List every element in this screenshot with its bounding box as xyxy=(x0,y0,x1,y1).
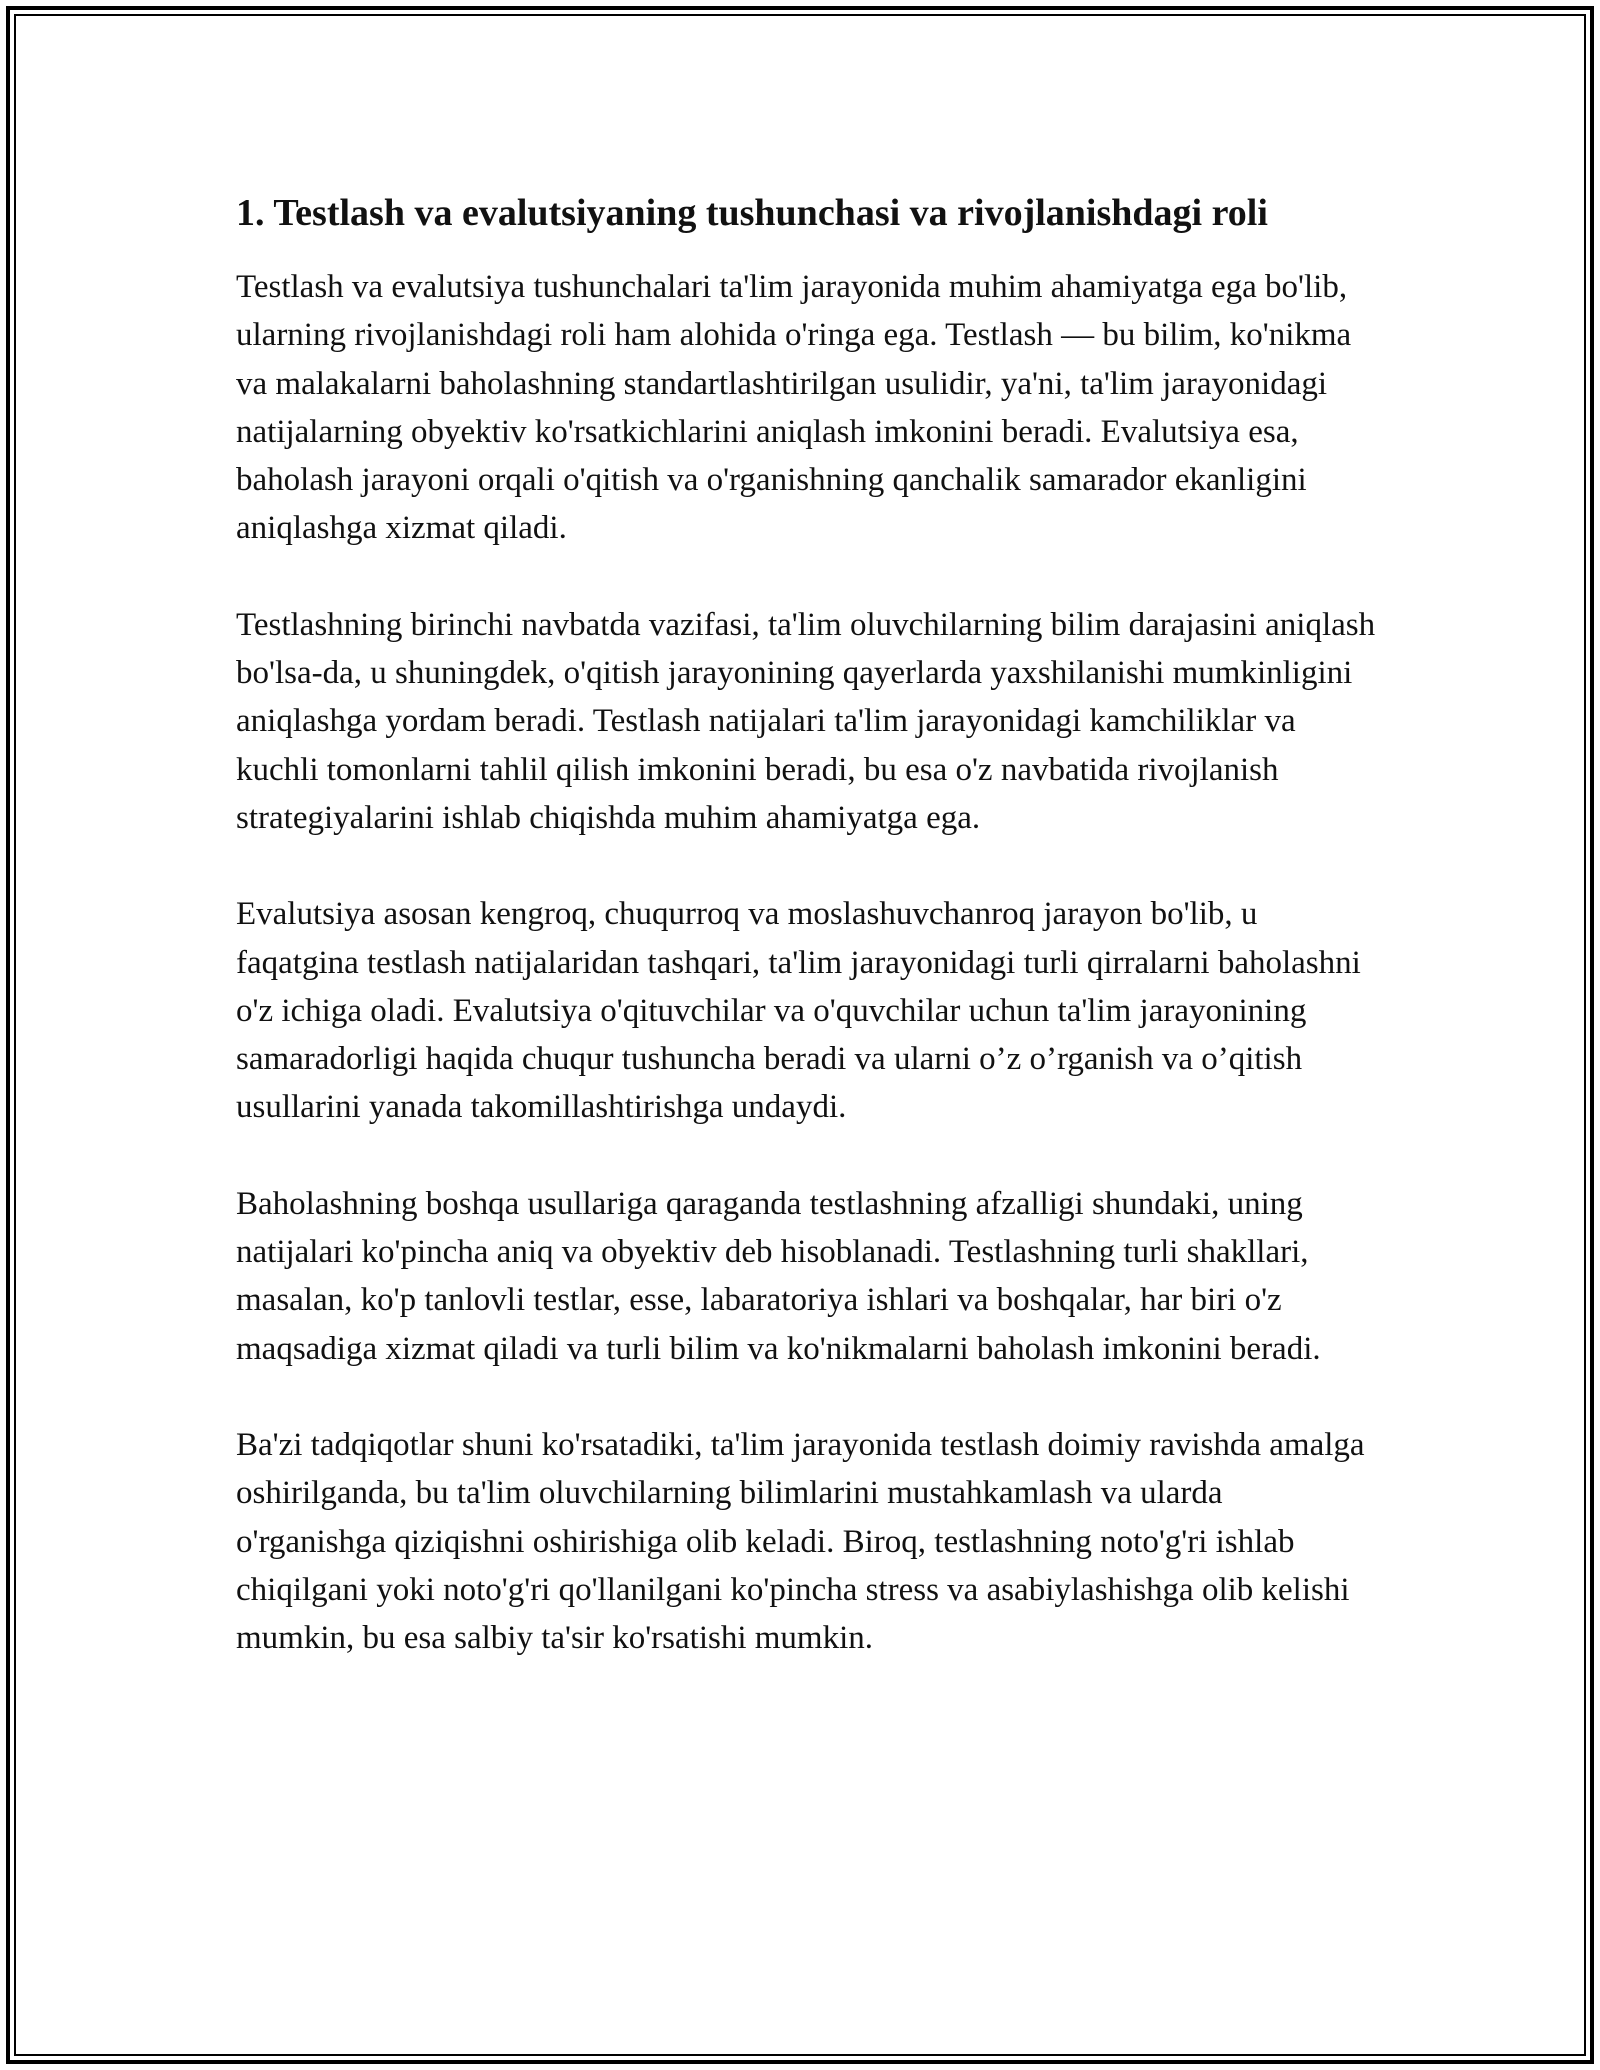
paragraph-4: Baholashning boshqa usullariga qaraganda testlashning afzalligi shundaki, uning natijalari ko'pincha aniq va obyektiv deb hisoblanadi. Testlashning turli shakllari, masalan, ko'p tanlovli testlar, esse, labaratoriya ishlari va boshqalar, har biri o'z maqsadiga xizmat qiladi va turli bilim va ko'nikmalarni baholash imkonini beradi. xyxy=(236,1185,1321,1367)
paragraph-5: Ba'zi tadqiqotlar shuni ko'rsatadiki, ta'lim jarayonida testlash doimiy ravishda amalga oshirilganda, bu ta'lim oluvchilarning bilimlarini mustahkamlash va ularda o'rganishga qiziqishni oshirishiga olib keladi. Biroq, testlashning noto'g'ri ishlab chiqilgani yoki noto'g'ri qo'llanilgani ko'pincha stress va asabiylashishga olib kelishi mumkin, bu esa salbiy ta'sir ko'rsatishi mumkin. xyxy=(236,1426,1365,1657)
document-body xyxy=(236,186,1376,1710)
paragraph-1: Testlash va evalutsiya tushunchalari ta'lim jarayonida muhim ahamiyatga ega bo'lib, ularning rivojlanishdagi roli ham alohida o'ringa ega. Testlash — bu bilim, ko'nikma va malakalarni baholashning standartlashtirilgan usulidir, ya'ni, ta'lim jarayonidagi natijalarning obyektiv ko'rsatkichlarini aniqlash imkonini beradi. Evalutsiya esa, baholash jarayoni orqali o'qitish va o'rganishning qanchalik samarador ekanligini aniqlashga xizmat qiladi. xyxy=(236,269,1352,547)
paragraph-3: Evalutsiya asosan kengroq, chuqurroq va moslashuvchanroq jarayon bo'lib, u faqatgina testlash natijalaridan tashqari, ta'lim jarayonidagi turli qirralarni baholashni o'z ichiga oladi. Evalutsiya o'qituvchilar va o'quvchilar uchun ta'lim jarayonining samaradorligi haqida chuqur tushuncha beradi va ularni o’z o’rganish va o’qitish usullarini yanada takomillashtirishga undaydi. xyxy=(236,896,1361,1126)
section-heading: 1. Testlash va evalutsiyaning tushunchasi va rivojlanishdagi roli xyxy=(236,192,1268,234)
paragraph-2: Testlashning birinchi navbatda vazifasi, ta'lim oluvchilarning bilim darajasini aniqlash bo'lsa-da, u shuningdek, o'qitish jarayonining qayerlarda yaxshilanishi mumkinligini aniqlashga yordam beradi. Testlash natijalari ta'lim jarayonidagi kamchiliklar va kuchli tomonlarni tahlil qilish imkonini beradi, bu esa o'z navbatida rivojlanish strategiyalarini ishlab chiqishda muhim ahamiyatga ega. xyxy=(236,606,1376,836)
